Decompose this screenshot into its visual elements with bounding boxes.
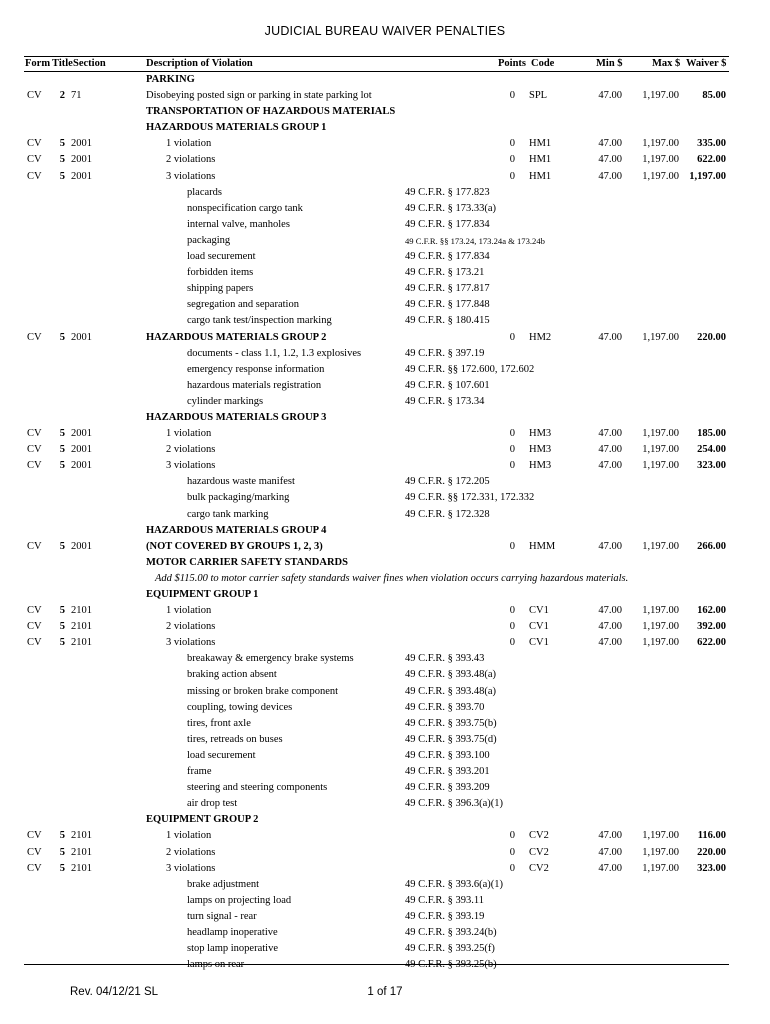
points-cell: 0 xyxy=(509,444,515,456)
regulation-row xyxy=(0,893,770,909)
points-cell: 0 xyxy=(509,637,515,649)
cfr-citation: 49 C.F.R. § 393.24(b) xyxy=(405,926,497,938)
cfr-citation: 49 C.F.R. § 393.75(b) xyxy=(405,717,497,729)
waiver-cell: 1,197.00 xyxy=(689,170,726,182)
table-row xyxy=(0,539,770,555)
section-cell: 2101 xyxy=(71,637,92,649)
code-cell: CV1 xyxy=(529,637,549,649)
violation-item: headlamp inoperative xyxy=(187,926,278,938)
code-cell: CV2 xyxy=(529,830,549,842)
section-cell: 2001 xyxy=(71,138,92,150)
regulation-row xyxy=(0,346,770,362)
cfr-citation: 49 C.F.R. § 393.201 xyxy=(405,766,490,778)
table-row xyxy=(0,136,770,152)
max-cell: 1,197.00 xyxy=(642,846,679,858)
violation-item: forbidden items xyxy=(187,267,254,279)
max-cell: 1,197.00 xyxy=(642,637,679,649)
cfr-citation: 49 C.F.R. § 397.19 xyxy=(405,347,485,359)
cfr-citation: 49 C.F.R. § 173.21 xyxy=(405,267,485,279)
max-cell: 1,197.00 xyxy=(642,621,679,633)
cfr-citation: 49 C.F.R. § 393.43 xyxy=(405,653,485,665)
regulation-row xyxy=(0,748,770,764)
header-waiver: Waiver $ xyxy=(686,58,727,69)
max-cell: 1,197.00 xyxy=(642,830,679,842)
code-cell: CV1 xyxy=(529,605,549,617)
regulation-row xyxy=(0,185,770,201)
points-cell: 0 xyxy=(509,90,515,102)
code-cell: HM3 xyxy=(529,460,552,472)
waiver-cell: 266.00 xyxy=(697,540,726,552)
regulation-row xyxy=(0,941,770,957)
form-cell: CV xyxy=(27,830,42,842)
max-cell: 1,197.00 xyxy=(642,540,679,552)
waiver-cell: 335.00 xyxy=(697,138,726,150)
regulation-row xyxy=(0,281,770,297)
title-cell: 5 xyxy=(59,846,65,858)
regulation-row xyxy=(0,877,770,893)
regulation-row xyxy=(0,667,770,683)
description-cell: 1 violation xyxy=(166,830,212,842)
section-cell: 2001 xyxy=(71,460,92,472)
form-cell: CV xyxy=(27,846,42,858)
min-cell: 47.00 xyxy=(598,154,622,166)
violation-item: placards xyxy=(187,186,222,198)
points-cell: 0 xyxy=(509,460,515,472)
form-cell: CV xyxy=(27,460,42,472)
violation-item: stop lamp inoperative xyxy=(187,943,278,955)
cfr-citation: 49 C.F.R. § 177.817 xyxy=(405,283,490,295)
code-cell: HM1 xyxy=(529,138,552,150)
max-cell: 1,197.00 xyxy=(642,460,679,472)
form-cell: CV xyxy=(27,540,42,552)
form-cell: CV xyxy=(27,444,42,456)
regulation-row xyxy=(0,764,770,780)
cfr-citation: 49 C.F.R. § 173.34 xyxy=(405,395,485,407)
min-cell: 47.00 xyxy=(598,428,622,440)
violation-item: turn signal - rear xyxy=(187,910,257,922)
code-cell: HM1 xyxy=(529,170,552,182)
waiver-cell: 185.00 xyxy=(697,428,726,440)
form-cell: CV xyxy=(27,621,42,633)
min-cell: 47.00 xyxy=(598,621,622,633)
regulation-row xyxy=(0,313,770,329)
waiver-cell: 254.00 xyxy=(697,444,726,456)
min-cell: 47.00 xyxy=(598,460,622,472)
cfr-citation: 49 C.F.R. § 393.11 xyxy=(405,894,484,906)
description-cell: 2 violations xyxy=(166,154,216,166)
violation-item: bulk packaging/marking xyxy=(187,492,290,504)
regulation-row xyxy=(0,265,770,281)
table-row xyxy=(0,619,770,635)
max-cell: 1,197.00 xyxy=(642,444,679,456)
waiver-cell: 323.00 xyxy=(697,460,726,472)
violation-item: tires, retreads on buses xyxy=(187,733,283,745)
regulation-row xyxy=(0,780,770,796)
cfr-citation: 49 C.F.R. § 393.19 xyxy=(405,910,485,922)
section-heading-row xyxy=(0,72,770,88)
form-cell: CV xyxy=(27,170,42,182)
description-cell: 3 violations xyxy=(166,170,216,182)
description-cell: Disobeying posted sign or parking in state parking lot xyxy=(146,90,372,102)
cfr-citation: 49 C.F.R. § 177.834 xyxy=(405,251,490,263)
section-heading-row xyxy=(0,555,770,571)
section-heading: EQUIPMENT GROUP 1 xyxy=(146,589,259,600)
min-cell: 47.00 xyxy=(598,331,622,343)
violation-item: hazardous waste manifest xyxy=(187,476,295,488)
hazmat-surcharge-note: Add $115.00 to motor carrier safety standards waiver fines when violation occurs carrying hazardous materials. xyxy=(155,572,629,584)
min-cell: 47.00 xyxy=(598,605,622,617)
cfr-citation: 49 C.F.R. § 177.834 xyxy=(405,218,490,230)
min-cell: 47.00 xyxy=(598,846,622,858)
cfr-citation: 49 C.F.R. §§ 172.600, 172.602 xyxy=(405,363,535,375)
title-cell: 5 xyxy=(59,862,65,874)
min-cell: 47.00 xyxy=(598,540,622,552)
section-cell: 2001 xyxy=(71,444,92,456)
section-heading-row xyxy=(0,812,770,828)
max-cell: 1,197.00 xyxy=(642,154,679,166)
description-cell: 3 violations xyxy=(166,637,216,649)
header-form: Form xyxy=(25,58,51,69)
description-cell: 2 violations xyxy=(166,846,216,858)
code-cell: CV2 xyxy=(529,846,549,858)
regulation-row xyxy=(0,201,770,217)
cfr-citation: 49 C.F.R. § 393.209 xyxy=(405,782,490,794)
section-heading-row xyxy=(0,523,770,539)
violation-item: load securement xyxy=(187,749,256,761)
violation-item: load securement xyxy=(187,251,256,263)
title-cell: 5 xyxy=(59,428,65,440)
regulation-row xyxy=(0,651,770,667)
cfr-citation: 49 C.F.R. § 180.415 xyxy=(405,315,490,327)
table-row xyxy=(0,828,770,844)
section-cell: 2101 xyxy=(71,846,92,858)
cfr-citation: 49 C.F.R. § 393.70 xyxy=(405,701,485,713)
description-cell: HAZARDOUS MATERIALS GROUP 2 xyxy=(146,331,327,343)
waiver-cell: 162.00 xyxy=(697,605,726,617)
cfr-citation: 49 C.F.R. § 393.25(f) xyxy=(405,943,495,955)
regulation-row xyxy=(0,684,770,700)
code-cell: HM1 xyxy=(529,154,552,166)
violation-item: emergency response information xyxy=(187,363,325,375)
max-cell: 1,197.00 xyxy=(642,428,679,440)
violation-item: air drop test xyxy=(187,798,238,810)
waiver-cell: 116.00 xyxy=(697,830,726,842)
violation-item: hazardous materials registration xyxy=(187,379,322,391)
table-row xyxy=(0,845,770,861)
section-heading-row xyxy=(0,120,770,136)
description-cell: 3 violations xyxy=(166,460,216,472)
table-row xyxy=(0,442,770,458)
violation-item: tires, front axle xyxy=(187,717,251,729)
section-cell: 2101 xyxy=(71,862,92,874)
header-title: Title xyxy=(52,58,73,69)
max-cell: 1,197.00 xyxy=(642,170,679,182)
form-cell: CV xyxy=(27,605,42,617)
points-cell: 0 xyxy=(509,138,515,150)
header-max: Max $ xyxy=(652,58,681,69)
description-cell: 2 violations xyxy=(166,444,216,456)
code-cell: HMM xyxy=(529,540,556,552)
code-cell: CV1 xyxy=(529,621,549,633)
regulation-row xyxy=(0,362,770,378)
section-heading-row xyxy=(0,587,770,603)
max-cell: 1,197.00 xyxy=(642,90,679,102)
waiver-cell: 220.00 xyxy=(697,846,726,858)
violation-item: internal valve, manholes xyxy=(187,218,290,230)
points-cell: 0 xyxy=(509,846,515,858)
regulation-row xyxy=(0,925,770,941)
waiver-cell: 392.00 xyxy=(697,621,726,633)
section-heading: TRANSPORTATION OF HAZARDOUS MATERIALS xyxy=(146,106,396,118)
title-cell: 5 xyxy=(59,605,65,617)
violation-item: cylinder markings xyxy=(187,395,264,407)
cfr-citation: 49 C.F.R. § 172.328 xyxy=(405,508,490,520)
code-cell: SPL xyxy=(529,90,548,102)
cfr-citation: 49 C.F.R. § 393.6(a)(1) xyxy=(405,878,504,890)
title-cell: 5 xyxy=(59,138,65,150)
description-cell: 2 violations xyxy=(166,621,216,633)
points-cell: 0 xyxy=(509,170,515,182)
table-row xyxy=(0,458,770,474)
table-row xyxy=(0,861,770,877)
form-cell: CV xyxy=(27,331,42,343)
violation-item: steering and steering components xyxy=(187,782,328,794)
section-cell: 2001 xyxy=(71,170,92,182)
code-cell: HM3 xyxy=(529,444,552,456)
title-cell: 5 xyxy=(59,637,65,649)
section-heading-row xyxy=(0,410,770,426)
table-row xyxy=(0,603,770,619)
regulation-row xyxy=(0,474,770,490)
violation-item: lamps on rear xyxy=(187,959,245,971)
min-cell: 47.00 xyxy=(598,637,622,649)
description-cell: 1 violation xyxy=(166,138,212,150)
table-bottom-rule xyxy=(24,964,729,965)
violation-item: cargo tank marking xyxy=(187,508,269,520)
min-cell: 47.00 xyxy=(598,170,622,182)
min-cell: 47.00 xyxy=(598,444,622,456)
min-cell: 47.00 xyxy=(598,862,622,874)
cfr-citation: 49 C.F.R. § 172.205 xyxy=(405,476,490,488)
title-cell: 5 xyxy=(59,830,65,842)
description-cell: 1 violation xyxy=(166,605,212,617)
regulation-row xyxy=(0,700,770,716)
violation-item: coupling, towing devices xyxy=(187,701,293,713)
violation-item: packaging xyxy=(187,234,231,246)
regulation-row xyxy=(0,909,770,925)
section-cell: 2001 xyxy=(71,331,92,343)
section-cell: 2001 xyxy=(71,428,92,440)
regulation-row xyxy=(0,217,770,233)
form-cell: CV xyxy=(27,637,42,649)
cfr-citation: 49 C.F.R. § 393.75(d) xyxy=(405,733,497,745)
revision-label: Rev. 04/12/21 SL xyxy=(70,986,159,998)
header-section: Section xyxy=(73,58,106,69)
violation-item: breakaway & emergency brake systems xyxy=(187,653,354,665)
cfr-citation: 49 C.F.R. § 107.601 xyxy=(405,379,490,391)
regulation-row xyxy=(0,490,770,506)
title-cell: 2 xyxy=(59,90,65,102)
waiver-cell: 323.00 xyxy=(697,862,726,874)
violation-item: cargo tank test/inspection marking xyxy=(187,315,332,327)
title-cell: 5 xyxy=(59,540,65,552)
points-cell: 0 xyxy=(509,428,515,440)
min-cell: 47.00 xyxy=(598,138,622,150)
cfr-citation: 49 C.F.R. §§ 173.24, 173.24a & 173.24b xyxy=(405,235,545,246)
cfr-citation: 49 C.F.R. § 177.823 xyxy=(405,186,490,198)
violation-item: shipping papers xyxy=(187,283,254,295)
table-row xyxy=(0,426,770,442)
cfr-citation: 49 C.F.R. § 393.25(b) xyxy=(405,959,497,971)
note-row xyxy=(0,571,770,587)
points-cell: 0 xyxy=(509,621,515,633)
regulation-row xyxy=(0,394,770,410)
cfr-citation: 49 C.F.R. § 177.848 xyxy=(405,299,490,311)
violation-item: missing or broken brake component xyxy=(187,685,339,697)
regulation-row xyxy=(0,249,770,265)
description-cell: (NOT COVERED BY GROUPS 1, 2, 3) xyxy=(146,540,323,552)
section-cell: 2101 xyxy=(71,621,92,633)
form-cell: CV xyxy=(27,90,42,102)
points-cell: 0 xyxy=(509,540,515,552)
cfr-citation: 49 C.F.R. § 393.48(a) xyxy=(405,685,497,697)
code-cell: CV2 xyxy=(529,862,549,874)
table-row xyxy=(0,169,770,185)
section-heading: MOTOR CARRIER SAFETY STANDARDS xyxy=(146,556,348,568)
header-points: Points xyxy=(498,58,527,69)
max-cell: 1,197.00 xyxy=(642,605,679,617)
title-cell: 5 xyxy=(59,444,65,456)
table-row xyxy=(0,152,770,168)
points-cell: 0 xyxy=(509,331,515,343)
waiver-cell: 622.00 xyxy=(697,637,726,649)
waiver-cell: 85.00 xyxy=(702,90,726,102)
waiver-cell: 220.00 xyxy=(697,331,726,343)
section-cell: 2001 xyxy=(71,540,92,552)
header-description: Description of Violation xyxy=(146,58,253,69)
table-row xyxy=(0,88,770,104)
table-row xyxy=(0,635,770,651)
header-code: Code xyxy=(531,58,555,69)
code-cell: HM2 xyxy=(529,331,552,343)
section-heading: HAZARDOUS MATERIALS GROUP 3 xyxy=(146,411,327,423)
description-cell: 1 violation xyxy=(166,428,212,440)
regulation-row xyxy=(0,507,770,523)
section-heading: EQUIPMENT GROUP 2 xyxy=(146,814,259,826)
title-cell: 5 xyxy=(59,170,65,182)
form-cell: CV xyxy=(27,862,42,874)
regulation-row xyxy=(0,716,770,732)
section-cell: 2001 xyxy=(71,154,92,166)
regulation-row xyxy=(0,957,770,973)
table-header xyxy=(0,56,770,72)
section-cell: 2101 xyxy=(71,605,92,617)
violation-item: lamps on projecting load xyxy=(187,894,292,906)
section-cell: 71 xyxy=(71,90,82,102)
form-cell: CV xyxy=(27,154,42,166)
cfr-citation: 49 C.F.R. § 393.100 xyxy=(405,749,490,761)
waiver-cell: 622.00 xyxy=(697,154,726,166)
section-heading: HAZARDOUS MATERIALS GROUP 1 xyxy=(146,122,327,134)
points-cell: 0 xyxy=(509,154,515,166)
violation-item: segregation and separation xyxy=(187,299,299,311)
page-number: 1 of 17 xyxy=(367,986,403,998)
points-cell: 0 xyxy=(509,605,515,617)
regulation-row xyxy=(0,732,770,748)
regulation-row xyxy=(0,297,770,313)
points-cell: 0 xyxy=(509,830,515,842)
min-cell: 47.00 xyxy=(598,830,622,842)
section-cell: 2101 xyxy=(71,830,92,842)
violation-item: braking action absent xyxy=(187,669,277,681)
max-cell: 1,197.00 xyxy=(642,138,679,150)
page-title: JUDICIAL BUREAU WAIVER PENALTIES xyxy=(264,24,506,38)
form-cell: CV xyxy=(27,138,42,150)
section-heading-row xyxy=(0,104,770,120)
title-cell: 5 xyxy=(59,460,65,472)
min-cell: 47.00 xyxy=(598,90,622,102)
cfr-citation: 49 C.F.R. § 173.33(a) xyxy=(405,202,497,214)
max-cell: 1,197.00 xyxy=(642,331,679,343)
violation-item: documents - class 1.1, 1.2, 1.3 explosives xyxy=(187,347,362,359)
table-row xyxy=(0,330,770,346)
violation-item: brake adjustment xyxy=(187,878,260,890)
penalty-table xyxy=(0,72,770,973)
header-min: Min $ xyxy=(596,58,623,69)
description-cell: 3 violations xyxy=(166,862,216,874)
points-cell: 0 xyxy=(509,862,515,874)
violation-item: frame xyxy=(187,766,212,778)
title-cell: 5 xyxy=(59,621,65,633)
cfr-citation: 49 C.F.R. §§ 172.331, 172.332 xyxy=(405,492,535,504)
regulation-row xyxy=(0,796,770,812)
title-cell: 5 xyxy=(59,154,65,166)
section-heading: HAZARDOUS MATERIALS GROUP 4 xyxy=(146,524,327,536)
regulation-row xyxy=(0,378,770,394)
violation-item: nonspecification cargo tank xyxy=(187,202,303,214)
cfr-citation: 49 C.F.R. § 393.48(a) xyxy=(405,669,497,681)
code-cell: HM3 xyxy=(529,428,552,440)
form-cell: CV xyxy=(27,428,42,440)
regulation-row xyxy=(0,233,770,249)
max-cell: 1,197.00 xyxy=(642,862,679,874)
title-cell: 5 xyxy=(59,331,65,343)
section-heading: PARKING xyxy=(146,74,195,85)
cfr-citation: 49 C.F.R. § 396.3(a)(1) xyxy=(405,798,504,810)
